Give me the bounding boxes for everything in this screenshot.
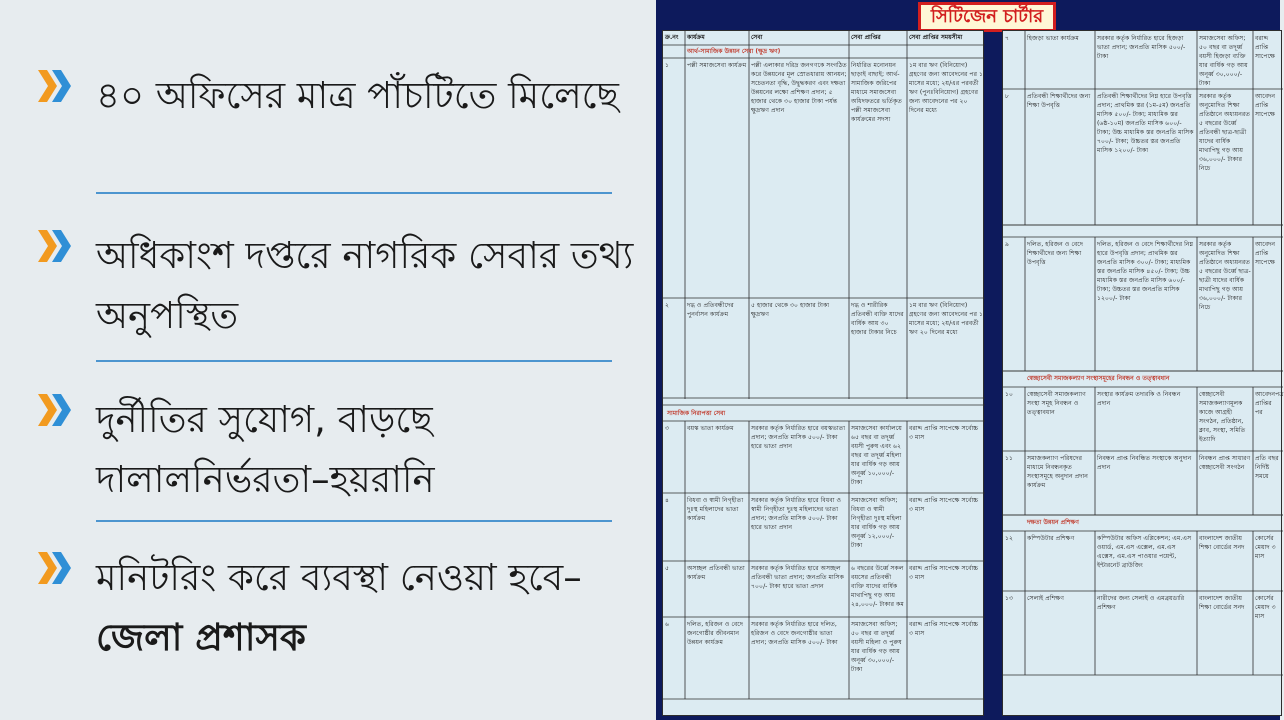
table-cell: ২ xyxy=(665,302,670,309)
table-cell: নিবন্ধন প্রাপ্ত সাধারণ স্বেচ্ছাসেবী সংগঠন xyxy=(1199,455,1251,471)
table-cell: কম্পিউটার প্রশিক্ষণ xyxy=(1027,535,1075,542)
table-cell: দলিত, হরিজন ও বেদে জনগোষ্ঠীর জীবনমান উন্নয়ন কার্যক্রম xyxy=(687,621,744,646)
citizen-charter-image xyxy=(656,0,1284,720)
charter-title: সিটিজেন চার্টার xyxy=(918,2,1056,32)
table-cell: প্রতি বছর নির্দিষ্ট সময়ে xyxy=(1255,455,1279,480)
charter-sheet-left xyxy=(662,30,984,716)
table-cell: বাংলাদেশ জাতীয় শিক্ষা বোর্ডের সনদ xyxy=(1199,595,1245,611)
section-title: স্বেচ্ছাসেবী সমাজকল্যাণ সংস্থাসমূহের নিবন্ধন ও তত্ত্বাবধান xyxy=(1027,375,1170,382)
table-header-cell: কার্যক্রম xyxy=(687,34,705,41)
bullet-point-1 xyxy=(38,66,618,186)
table-cell: ১১ xyxy=(1005,455,1014,462)
charter-sheet-right xyxy=(1002,30,1282,716)
table-cell: ৬ xyxy=(665,621,670,628)
table-cell: বরাদ্দ প্রাপ্তি সাপেক্ষে সর্বোচ্চ ৩ মাস xyxy=(909,565,979,581)
table-header-cell: সেবা প্রাপ্তির সময়সীমা xyxy=(909,34,963,41)
divider xyxy=(96,360,612,362)
table-cell: ৭ xyxy=(1005,35,1010,42)
bullet-point-text: অধিকাংশ দপ্তরে নাগরিক সেবার তথ্য অনুপস্থিত xyxy=(96,234,634,337)
table-cell: ১০ xyxy=(1005,391,1014,398)
table-header-cell: সেবা প্রাপ্তির xyxy=(851,34,881,41)
table-header-cell: সেবা xyxy=(751,34,763,41)
section-title: আর্থ-সামাজিক উন্নয়ন সেবা (ক্ষুদ্র ঋণ) xyxy=(687,48,781,55)
table-cell: আবেদন প্রাপ্তি সাপেক্ষে xyxy=(1255,241,1276,266)
section-title: সামাজিক নিরাপত্তা সেবা xyxy=(667,410,726,417)
table-cell: আবেদন প্রাপ্তি সাপেক্ষে xyxy=(1255,93,1276,118)
table-cell: ৪ xyxy=(665,497,670,504)
double-chevron-icon xyxy=(38,394,82,426)
double-chevron-icon xyxy=(38,552,82,584)
table-cell: ৮ xyxy=(1005,93,1010,100)
table-cell: সরকার কর্তৃক অনুমোদিত শিক্ষা প্রতিষ্ঠানে অধ্যয়নরত ৫ বছরের উর্ধ্বে ছাত্র-ছাত্রী যাদের বার্ষিক মাথাপিছু গড় আয় ৩৬,০০০/- টাকার নিচে xyxy=(1199,241,1251,311)
double-chevron-icon xyxy=(38,70,82,102)
table-cell: সমাজসেবা অফিস; ৫০ বছর বা তদূর্ধ্ব বয়সী মহিলা ও পুরুষ যার বার্ষিক গড় আয় অনূর্ধ্ব ৩০,০০০/- টাকা xyxy=(851,621,902,673)
table-cell: বরাদ্দ প্রাপ্তি সাপেক্ষে সর্বোচ্চ ৩ মাস xyxy=(909,621,979,637)
table-cell: দগ্ধ ও শারীরিক প্রতিবন্ধী ব্যক্তি যাদের বার্ষিক আয় ৩০ হাজার টাকার নিচে xyxy=(851,302,904,336)
table-cell: কোর্সের মেয়াদ ৩ মাস xyxy=(1255,595,1276,620)
bullet-point-3 xyxy=(38,390,618,510)
table-cell: ৬ বছরের উর্ধ্বে সকল বয়সের প্রতিবন্ধী ব্যক্তি যাদের বার্ষিক মাথাপিছু গড় আয় ২৪,০০০/- টাকার কম xyxy=(851,565,904,608)
table-cell: সরকার কর্তৃক নির্ধারিত হারে দলিত, হরিজন ও বেদে জনগোষ্ঠীর ভাতা প্রদান; জনপ্রতি মাসিক ৫০০/- টাকা xyxy=(751,621,838,646)
table-cell: সমাজকল্যাণ পরিষদের মাধ্যমে নিবন্ধনকৃত সংস্থাসমূহে অনুদান প্রদান কার্যক্রম xyxy=(1027,455,1088,489)
table-cell: ১৩ xyxy=(1005,595,1014,602)
table-cell: সমাজসেবা কার্যালয়ে ৬৫ বছর বা তদূর্ধ্ব বয়সী পুরুষ এবং ৬২ বছর বা তদূর্ধ্ব মহিলা যার বার্ষিক গড় আয় অনূর্ধ্ব ১০,০০০/- টাকা xyxy=(851,425,902,486)
table-cell: বরাদ্দ প্রাপ্তি সাপেক্ষে সর্বোচ্চ ৩ মাস xyxy=(909,425,979,441)
table-cell: বরাদ্দ প্রাপ্তি সাপেক্ষে সর্বোচ্চ ৩ মাস xyxy=(909,497,979,513)
divider xyxy=(96,520,612,522)
table-cell: ৫ xyxy=(665,565,670,572)
table-cell: নারীদের জন্য সেলাই ও এমব্রয়ডারি প্রশিক্ষণ xyxy=(1097,595,1185,611)
bullet-point-text-main: মনিটরিং করে ব্যবস্থা নেওয়া হবে– xyxy=(96,556,582,599)
table-cell: প্রতিবন্ধী শিক্ষার্থীদের নিম্ন হারে উপবৃত্তি প্রদান; প্রাথমিক স্তর (১ম-৫ম) জনপ্রতি মাসিক ৫০০/- টাকা; মাধ্যমিক স্তর (৬ষ্ঠ-১০ম) জনপ্রতি মাসিক ৬০০/- টাকা; উচ্চ মাধ্যমিক স্তর জনপ্রতি মাসিক ৭০০/- টাকা; উচ্চতর স্তর জনপ্রতি মাসিক ১২০০/- টাকা xyxy=(1097,93,1194,154)
table-cell: বরাদ্দ প্রাপ্তি সাপেক্ষে xyxy=(1255,35,1276,60)
table-cell: সমাজসেবা অফিস; ৫০ বছর বা তদূর্ধ্ব বয়সী হিজড়া ব্যক্তি যার বার্ষিক গড় আয় অনূর্ধ্ব ৩০,০০০/- টাকা xyxy=(1199,35,1248,87)
table-header-cell: ক্র.নং xyxy=(665,34,679,41)
table-cell: সরকার কর্তৃক নির্ধারিত হারে হিজড়া ভাতা প্রদান; জনপ্রতি মাসিক ৫০০/- টাকা xyxy=(1097,35,1186,60)
bullet-point-4 xyxy=(38,548,618,668)
table-cell: সরকার কর্তৃক নির্ধারিত হারে অসচ্ছল প্রতিবন্ধী ভাতা প্রদান; জনপ্রতি মাসিক ৭০০/- টাকা হারে ভাতা প্রদান xyxy=(751,565,844,590)
table-cell: প্রতিবন্ধী শিক্ষার্থীদের জন্য শিক্ষা উপবৃত্তি xyxy=(1027,93,1091,109)
table-cell: ১ম বার ঋণ (বিনিয়োগ) গ্রহণের জন্য আবেদনের পর ১ মাসের মধ্যে; ২য়/এর পরবর্তী ঋণ (পুনঃবিনিয়োগ) গ্রহণের জন্য আবেদনের পর ২০ দিনের মধ্যে xyxy=(909,62,984,114)
table-cell: ৯ xyxy=(1005,241,1010,248)
table-cell: বয়স্ক ভাতা কার্যক্রম xyxy=(687,425,734,432)
table-cell: ৫ হাজার থেকে ৩০ হাজার টাকা ক্ষুদ্রঋণ xyxy=(751,302,830,318)
table-cell: পল্লী সমাজসেবা কার্যক্রম xyxy=(687,62,747,69)
bullet-point-2 xyxy=(38,226,634,346)
table-cell: সরকার কর্তৃক অনুমোদিত শিক্ষা প্রতিষ্ঠানে অধ্যয়নরত ৫ বছরের উর্ধ্বে প্রতিবন্ধী ছাত্র-ছাত্রী যাদের বার্ষিক মাথাপিছু গড় আয় ৩৬,০০০/- টাকার নিচে xyxy=(1199,93,1251,172)
divider xyxy=(96,192,612,194)
table-cell: সংস্থার কার্যক্রম তদারকি ও নিবন্ধন প্রদান xyxy=(1097,391,1181,407)
table-cell: দলিত, হরিজন ও বেদে শিক্ষার্থীদের নিম্ন হারে উপবৃত্তি প্রদান; প্রাথমিক স্তর জনপ্রতি মাসিক ৩০০/- টাকা; মাধ্যমিক স্তর জনপ্রতি মাসিক ৪৫০/- টাকা; উচ্চ মাধ্যমিক স্তর জনপ্রতি মাসিক ৬০০/- টাকা; উচ্চতর স্তর জনপ্রতি মাসিক ১২০০/- টাকা xyxy=(1097,241,1194,302)
table-cell: হিজড়া ভাতা কার্যক্রম xyxy=(1027,35,1079,42)
table-cell: সরকার কর্তৃক নির্ধারিত হারে বিধবা ও স্বামী নিগৃহীতা দুঃস্থ মহিলাদের ভাতা প্রদান; জনপ্রতি মাসিক ৫০০/- টাকা হারে ভাতা প্রদান xyxy=(751,497,842,531)
table-cell: ১ম বার ঋণ (বিনিয়োগ) গ্রহণের জন্য আবেদনের পর ১ মাসের মধ্যে; ২য়/এর পরবর্তী ঋণ ২০ দিনের মধ্যে xyxy=(909,302,984,336)
table-cell: কোর্সের মেয়াদ ৩ মাস xyxy=(1255,535,1276,560)
table-cell: কম্পিউটার অফিস এপ্লিকেশন; এম.এস ওয়ার্ড, এম.এস এক্সেল, এম.এস এক্সেস, এম.এস পাওয়ার পয়েন্ট, ইন্টারনেট ব্রাউজিং xyxy=(1097,535,1192,569)
table-cell: সেলাই প্রশিক্ষণ xyxy=(1027,595,1064,602)
table-cell: নির্ধারিত মনোনয়ন ছাড়াই বাছাই; আর্থ-সামাজিক জরিপের মাধ্যমে সমাজসেবা অধিদফতরে ভর্তিকৃত পল্লী সমাজসেবা কার্যক্রমের সদস্য xyxy=(851,62,902,123)
table-cell: সমাজসেবা অফিস; বিধবা ও স্বামী নিগৃহীতা দুঃস্থ মহিলা যার বার্ষিক গড় আয় অনূর্ধ্ব ১২,০০০/- টাকা xyxy=(851,497,902,549)
section-title: দক্ষতা উন্নয়ন প্রশিক্ষণ xyxy=(1027,519,1079,526)
bullet-point-text: ৪০ অফিসের মাত্র পাঁচটিতে মিলেছে xyxy=(96,74,619,117)
table-cell: ১ xyxy=(665,62,670,69)
table-cell: আবেদনপত্র প্রাপ্তির পর xyxy=(1255,391,1284,416)
bullet-point-text xyxy=(96,548,636,668)
table-cell: ১২ xyxy=(1005,535,1014,542)
table-cell: অসচ্ছল প্রতিবন্ধী ভাতা কার্যক্রম xyxy=(687,565,745,581)
table-cell: স্বেচ্ছাসেবী সমাজকল্যাণমূলক কাজে আগ্রহী সংগঠন, প্রতিষ্ঠান, ক্লাব, সংস্থা, সমিতি ইত্যাদি xyxy=(1199,391,1246,443)
bullet-point-text-bold: জেলা প্রশাসক xyxy=(96,616,306,659)
table-cell: স্বেচ্ছাসেবী সমাজকল্যাণ সংস্থা সমূহ নিবন্ধন ও তত্ত্বাবধান xyxy=(1027,391,1086,416)
bullet-point-text: দুর্নীতির সুযোগ, বাড়ছে দালালনির্ভরতা–হয়রানি xyxy=(96,398,435,501)
table-cell: বাংলাদেশ জাতীয় শিক্ষা বোর্ডের সনদ xyxy=(1199,535,1245,551)
table-cell: দগ্ধ ও প্রতিবন্ধীদের পুনর্বাসন কার্যক্রম xyxy=(687,302,734,318)
table-cell: সরকার কর্তৃক নির্ধারিত হারে বয়স্কভাতা প্রদান; জনপ্রতি মাসিক ৫০০/- টাকা হারে ভাতা প্রদান xyxy=(751,425,846,450)
double-chevron-icon xyxy=(38,230,82,262)
table-cell: দলিত, হরিজন ও বেদে শিক্ষার্থীদের জন্য শিক্ষা উপবৃত্তি xyxy=(1027,241,1084,266)
table-cell: বিধবা ও স্বামী নিগৃহীতা দুঃস্থ মহিলাদের ভাতা কার্যক্রম xyxy=(687,497,744,522)
table-cell: পল্লী এলাকার দরিদ্র জনগণকে সংগঠিত করে উন্নয়নের মূল স্রোতধারায় আনয়ন; সচেতনতা বৃদ্ধি, উদ্বুদ্ধকরণ এবং দক্ষতা উন্নয়নের লক্ষ্যে প্রশিক্ষণ প্রদান; ৫ হাজার থেকে ৩০ হাজার টাকা পর্যন্ত ক্ষুদ্রঋণ প্রদান xyxy=(751,62,847,114)
table-cell: নিবন্ধন প্রাপ্ত নিবন্ধিত সংস্থাকে অনুদান প্রদান xyxy=(1097,455,1192,471)
table-cell: ৩ xyxy=(665,425,670,432)
